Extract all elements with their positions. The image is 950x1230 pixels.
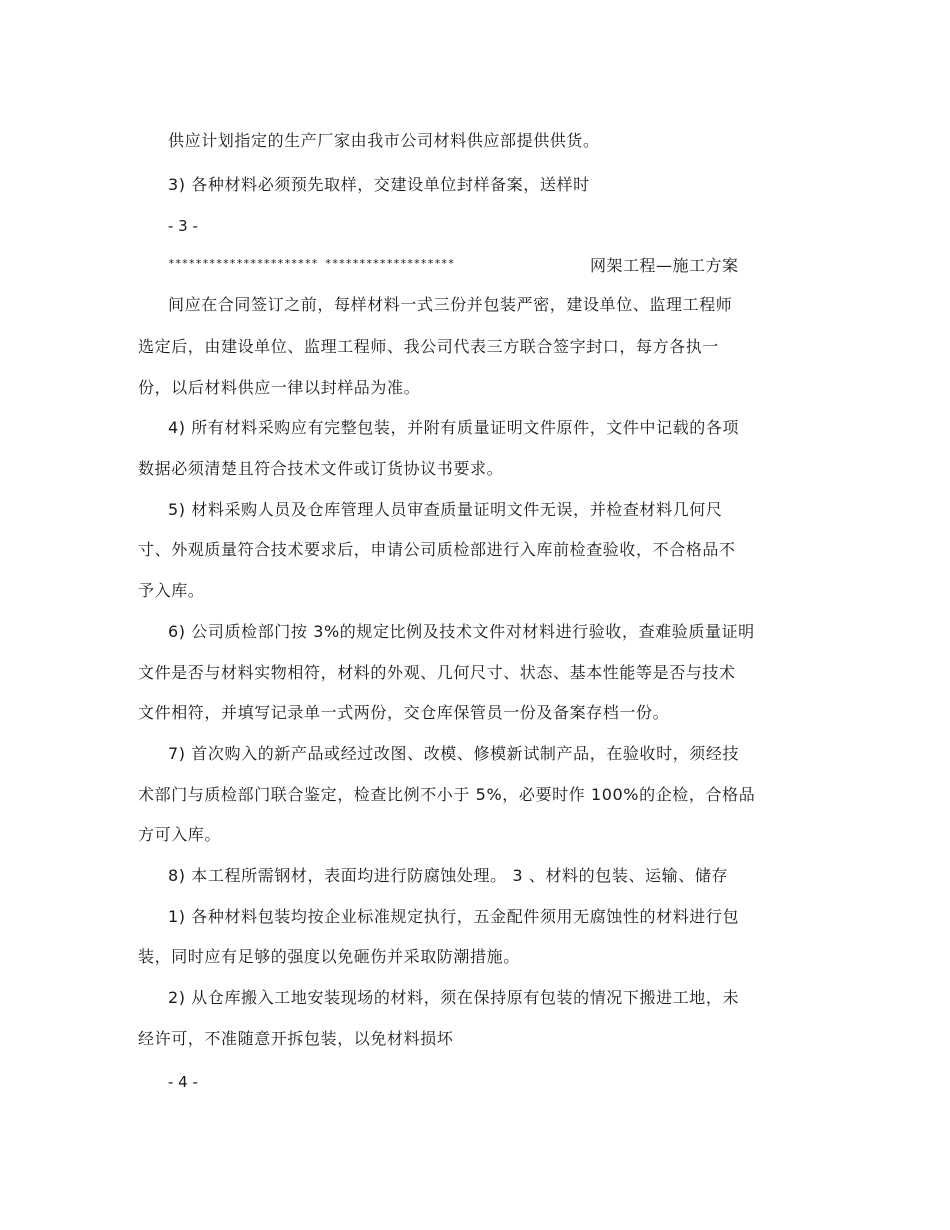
text-line: 份，以后材料供应一律以封样品为准。 (138, 378, 421, 397)
text-line: 间应在合同签订之前，每样材料一式三份并包装严密，建设单位、监理工程师 (168, 295, 733, 314)
text-line: 文件相符，并填写记录单一式两份，交仓库保管员一份及备案存档一份。 (138, 703, 670, 722)
text-line: 予入库。 (138, 581, 205, 600)
text-line: 方可入库。 (138, 825, 222, 844)
text-line: 3) 各种材料必须预先取样，交建设单位封样备案，送样时 (168, 175, 590, 194)
header-title: 网架工程—施工方案 (590, 256, 739, 275)
text-line: 供应计划指定的生产厂家由我市公司材料供应部提供供货。 (168, 131, 600, 150)
page-number: - 4 - (168, 1073, 198, 1091)
text-line: 8) 本工程所需钢材，表面均进行防腐蚀处理。 3 、材料的包装、运输、储存 (168, 866, 729, 885)
text-line: 数据必须清楚且符合技术文件或订货协议书要求。 (138, 459, 504, 478)
text-line: 经许可，不准随意开拆包装，以免材料损坏 (138, 1029, 454, 1048)
header-divider: ********************** ******************* (168, 257, 455, 270)
text-line: 5) 材料采购人员及仓库管理人员审查质量证明文件无误，并检查材料几何尺 (168, 500, 723, 519)
text-line: 文件是否与材料实物相符，材料的外观、几何尺寸、状态、基本性能等是否与技术 (138, 663, 736, 682)
text-line: 术部门与质检部门联合鉴定，检查比例不小于 5%，必要时作 100%的企检，合格品 (138, 785, 756, 804)
page-number: - 3 - (168, 217, 198, 235)
text-line: 6) 公司质检部门按 3%的规定比例及技术文件对材料进行验收，查难验质量证明 (168, 622, 755, 641)
text-line: 装，同时应有足够的强度以免砸伤并采取防潮措施。 (138, 947, 520, 966)
text-line: 寸、外观质量符合技术要求后，申请公司质检部进行入库前检查验收，不合格品不 (138, 540, 736, 559)
text-line: 选定后，由建设单位、监理工程师、我公司代表三方联合签字封口，每方各执一 (138, 337, 720, 356)
text-line: 1) 各种材料包装均按企业标准规定执行，五金配件须用无腐蚀性的材料进行包 (168, 907, 740, 926)
text-line: 7) 首次购入的新产品或经过改图、改模、修模新试制产品，在验收时，须经技 (168, 744, 740, 763)
text-line: 2) 从仓库搬入工地安装现场的材料，须在保持原有包装的情况下搬进工地，未 (168, 988, 740, 1007)
text-line: 4) 所有材料采购应有完整包装，并附有质量证明文件原件，文件中记载的各项 (168, 418, 740, 437)
